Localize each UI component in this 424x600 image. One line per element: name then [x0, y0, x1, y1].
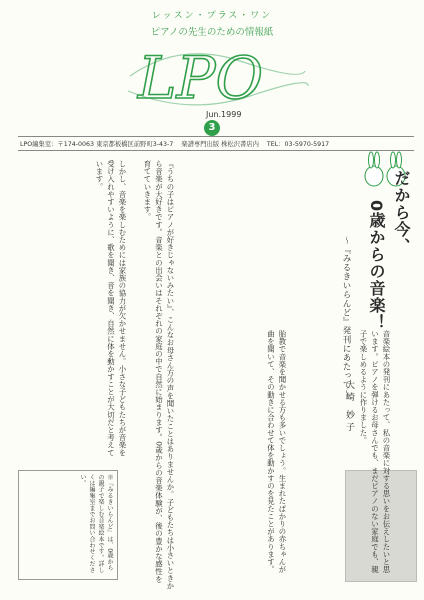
svg-text:LPO: LPO [138, 44, 264, 112]
tagline: ピアノの先生のための情報紙 [150, 27, 274, 38]
issue-number-badge: 3 [204, 120, 220, 136]
office-address: LPO編集室：〒174-0063 東京都板橋区前野町3-43-7 [20, 141, 174, 148]
body-text: 『うちの子はピアノが好きじゃないみたい』、こんなお母さん方の声を聞いたことはありませんか。子どもたちは小さいときから音楽が大好きです。音楽との出会いはそれぞれの家庭の中で自然に始まります。0歳からの音楽体験が、後の豊かな感性を育てていきます。 [143, 160, 175, 590]
headline-line1: だから今、 [392, 170, 411, 255]
phone: TEL：03-5970-5917 [266, 141, 330, 148]
body-text: しかし、音楽を楽しむためには家族の協力が欠かせません。小さな子どもたちが音楽を受け入れやすいように、歌を聞き、音を聞き、自然に体を動かすことが大切だと考えています。 [95, 160, 127, 457]
series-title: レッスン・プラス・ワン [151, 11, 273, 21]
issue-date: Jun.1999 [206, 110, 242, 119]
headline-line2: 0歳からの音楽！ [367, 200, 386, 332]
body-text: 胎教で音楽を聞かせる方も多いでしょう。生まれたばかりの赤ちゃんが曲を聞いて、その動きに合わせて体を動かすのを見たことがあります。 [266, 330, 287, 574]
lpo-logo [120, 36, 310, 116]
subheadline: 〜『みるきいらんど』発刊にあたって〜 [341, 236, 351, 398]
divider [18, 150, 414, 151]
publisher-name: 楽譜専門出版 株松沢書店内 [181, 141, 259, 148]
body-text: 音楽絵本の発刊にあたって、私の音楽に対する思いをお伝えしたいと思います。ピアノを弾けるお母さんでも、まだピアノのない家庭でも、親子で楽しめるように作りました。 [359, 330, 391, 574]
publisher-info [20, 139, 416, 148]
note-box: ※『みるきいらんど』は、0歳からの親子で楽しむ音楽絵本です。詳しくは編集室までお問い合わせください。 [18, 470, 118, 580]
author-name: 大崎 妙子 [344, 380, 354, 434]
divider [18, 136, 414, 137]
